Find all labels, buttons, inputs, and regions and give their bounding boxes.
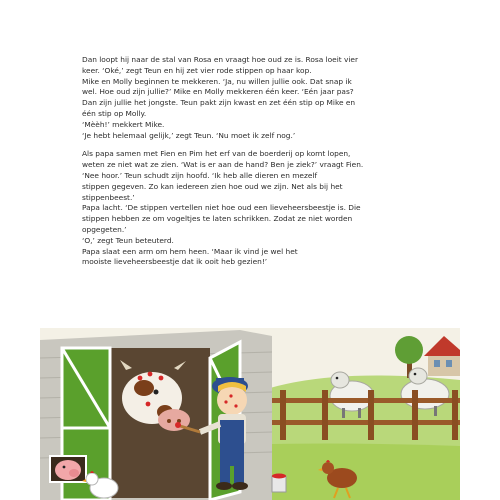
story-paragraph-2 <box>82 149 448 268</box>
paragraph-gap <box>82 141 448 149</box>
text-line: opgegeten.’ <box>82 224 127 234</box>
text-line: weten ze niet wat ze zien. ‘Wat is er aan de hand? Ben je ziek?’ vraagt Fien. <box>82 160 364 170</box>
text-line: stippenbeest.’ <box>82 192 135 202</box>
text-line: ‘O,’ zegt Teun beteuterd. <box>82 235 174 245</box>
text-line: Als papa samen met Fien en Pim het erf van de boerderij op komt lopen, <box>82 149 351 159</box>
farm-illustration <box>40 328 460 500</box>
text-line: wel. Hoe oud zijn jullie?’ Mike en Molly mekkeren één keer. ‘Eén jaar pas? <box>82 87 354 97</box>
paint-bucket <box>272 474 286 493</box>
text-line: stippen hebben ze om vogeltjes te laten schrikken. Zodat ze niet worden <box>82 214 353 224</box>
text-line: ‘Nee hoor.’ Teun schudt zijn hoofd. ‘Ik heb alle dieren en mezelf <box>82 170 318 180</box>
text-line: Mike en Molly beginnen te mekkeren. ‘Ja, nu willen jullie ook. Dat snap ik <box>82 76 352 86</box>
text-line: Papa lacht. ‘De stippen vertellen niet hoe oud een lieveheersbeestje is. Die <box>82 203 361 213</box>
text-line: stippen gegeven. Zo kan iedereen zien hoe oud we zijn. Net als bij het <box>82 181 343 191</box>
text-line: Dan loopt hij naar de stal van Rosa en vraagt hoe oud ze is. Rosa loeit vier <box>82 55 359 64</box>
text-line: ‘Je hebt helemaal gelijk,’ zegt Teun. ‘Nu moet ik zelf nog.’ <box>82 130 296 140</box>
text-line: Papa slaat een arm om hem heen. ‘Maar ik vind je wel het <box>82 246 298 256</box>
story-paragraph-1 <box>82 55 448 141</box>
text-line: keer. ‘Oké,’ zegt Teun en hij zet vier rode stippen op haar kop. <box>82 65 312 75</box>
text-line: één stip op Molly. <box>82 108 147 118</box>
text-line: mooiste lieveheersbeestje dat ik ooit heb gezien!’ <box>82 257 268 267</box>
text-line: ‘Mèèh!’ mekkert Mike. <box>82 119 165 129</box>
farm-scene <box>40 328 460 500</box>
story-text <box>82 55 448 268</box>
pig <box>50 456 86 482</box>
text-line: Dan zijn jullie het jongste. Teun pakt zijn kwast en zet één stip op Mike en <box>82 98 356 108</box>
